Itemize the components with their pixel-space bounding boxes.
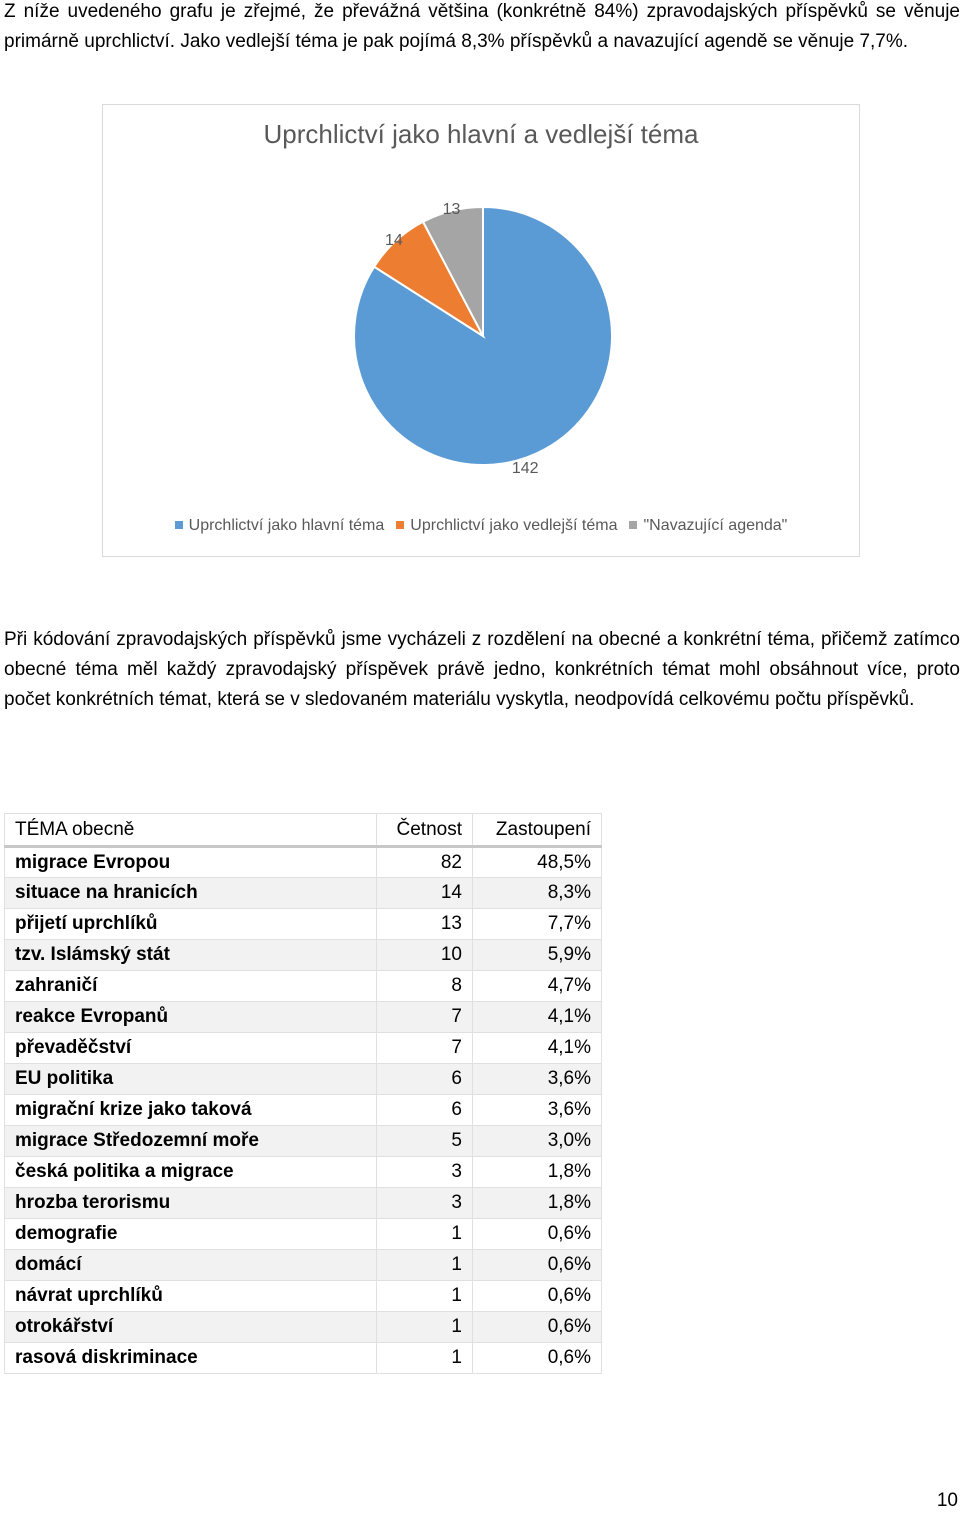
- table-header-row: [5, 814, 602, 847]
- data-label: 14: [385, 232, 403, 250]
- cell-topic: hrozba terorismu: [5, 1188, 377, 1219]
- legend-swatch: [396, 521, 404, 529]
- cell-topic: rasová diskriminace: [5, 1343, 377, 1374]
- cell-topic: situace na hranicích: [5, 878, 377, 909]
- cell-share: 0,6%: [473, 1343, 602, 1374]
- data-label: 13: [442, 201, 461, 219]
- table-row: [5, 1281, 602, 1312]
- cell-frequency: 82: [377, 847, 473, 878]
- cell-share: 3,6%: [473, 1064, 602, 1095]
- table-row: [5, 1033, 602, 1064]
- cell-topic: převaděčství: [5, 1033, 377, 1064]
- cell-share: 7,7%: [473, 909, 602, 940]
- table-row: [5, 1126, 602, 1157]
- table-row: [5, 1188, 602, 1219]
- cell-frequency: 1: [377, 1312, 473, 1343]
- cell-topic: návrat uprchlíků: [5, 1281, 377, 1312]
- legend-swatch: [629, 521, 637, 529]
- cell-topic: tzv. Islámský stát: [5, 940, 377, 971]
- legend-swatch: [175, 521, 183, 529]
- cell-topic: migrace Středozemní moře: [5, 1126, 377, 1157]
- cell-frequency: 1: [377, 1250, 473, 1281]
- table-row: [5, 909, 602, 940]
- topics-table: [4, 813, 602, 1374]
- legend-item: [629, 517, 787, 535]
- cell-share: 8,3%: [473, 878, 602, 909]
- intro-paragraph: Z níže uvedeného grafu je zřejmé, že převážná většina (konkrétně 84%) zpravodajských příspěvků se věnuje primárně uprchlictví. Jako vedlejší téma je pak pojímá 8,3% příspěvků a navazující agendě se věnuje 7,7%.: [4, 1, 960, 52]
- header-topic: TÉMA obecně: [5, 814, 377, 847]
- table-row: [5, 1219, 602, 1250]
- cell-share: 0,6%: [473, 1312, 602, 1343]
- table-row: [5, 1312, 602, 1343]
- cell-share: 4,1%: [473, 1002, 602, 1033]
- cell-topic: domácí: [5, 1250, 377, 1281]
- legend-label: Uprchlictví jako vedlejší téma: [410, 517, 618, 534]
- header-frequency: Četnost: [377, 814, 473, 847]
- cell-topic: migrace Evropou: [5, 847, 377, 878]
- cell-frequency: 8: [377, 971, 473, 1002]
- cell-frequency: 7: [377, 1033, 473, 1064]
- table-row: [5, 847, 602, 878]
- cell-topic: otrokářství: [5, 1312, 377, 1343]
- cell-topic: zahraničí: [5, 971, 377, 1002]
- table-row: [5, 971, 602, 1002]
- table-row: [5, 1095, 602, 1126]
- table-row: [5, 1343, 602, 1374]
- cell-frequency: 3: [377, 1157, 473, 1188]
- cell-topic: česká politika a migrace: [5, 1157, 377, 1188]
- cell-share: 4,1%: [473, 1033, 602, 1064]
- cell-share: 5,9%: [473, 940, 602, 971]
- cell-frequency: 3: [377, 1188, 473, 1219]
- chart-legend: [103, 517, 859, 535]
- cell-frequency: 1: [377, 1281, 473, 1312]
- cell-frequency: 1: [377, 1219, 473, 1250]
- cell-share: 4,7%: [473, 971, 602, 1002]
- cell-topic: EU politika: [5, 1064, 377, 1095]
- table-row: [5, 1250, 602, 1281]
- legend-label: "Navazující agenda": [643, 517, 788, 534]
- cell-share: 3,6%: [473, 1095, 602, 1126]
- page-number: 10: [936, 1490, 958, 1511]
- cell-frequency: 13: [377, 909, 473, 940]
- cell-topic: reakce Evropanů: [5, 1002, 377, 1033]
- table-row: [5, 1064, 602, 1095]
- legend-item: [175, 517, 385, 535]
- chart-title: Uprchlictví jako hlavní a vedlejší téma: [263, 119, 699, 149]
- cell-frequency: 7: [377, 1002, 473, 1033]
- cell-frequency: 10: [377, 940, 473, 971]
- cell-frequency: 14: [377, 878, 473, 909]
- table-row: [5, 878, 602, 909]
- table-row: [5, 940, 602, 971]
- cell-frequency: 5: [377, 1126, 473, 1157]
- pie-chart-svg: [103, 105, 861, 558]
- cell-share: 1,8%: [473, 1188, 602, 1219]
- legend-label: Uprchlictví jako hlavní téma: [188, 517, 385, 534]
- table-row: [5, 1157, 602, 1188]
- cell-share: 0,6%: [473, 1219, 602, 1250]
- pie-chart: [102, 104, 860, 557]
- cell-share: 48,5%: [473, 847, 602, 878]
- cell-share: 1,8%: [473, 1157, 602, 1188]
- table-row: [5, 1002, 602, 1033]
- cell-frequency: 1: [377, 1343, 473, 1374]
- legend-item: [396, 517, 617, 535]
- header-share: Zastoupení: [473, 814, 602, 847]
- cell-topic: demografie: [5, 1219, 377, 1250]
- cell-share: 0,6%: [473, 1250, 602, 1281]
- cell-frequency: 6: [377, 1095, 473, 1126]
- body-paragraph: Při kódování zpravodajských příspěvků jsme vycházeli z rozdělení na obecné a konkrétní téma, přičemž zatímco obecné téma měl každý zpravodajský příspěvek právě jedno, konkrétních témat mohl obsáhnout více, proto počet konkrétních témat, která se v sledovaném materiálu vyskytla, neodpovídá celkovému počtu příspěvků.: [4, 629, 960, 710]
- data-label: 142: [511, 459, 539, 477]
- cell-share: 0,6%: [473, 1281, 602, 1312]
- cell-frequency: 6: [377, 1064, 473, 1095]
- cell-topic: přijetí uprchlíků: [5, 909, 377, 940]
- cell-share: 3,0%: [473, 1126, 602, 1157]
- cell-topic: migrační krize jako taková: [5, 1095, 377, 1126]
